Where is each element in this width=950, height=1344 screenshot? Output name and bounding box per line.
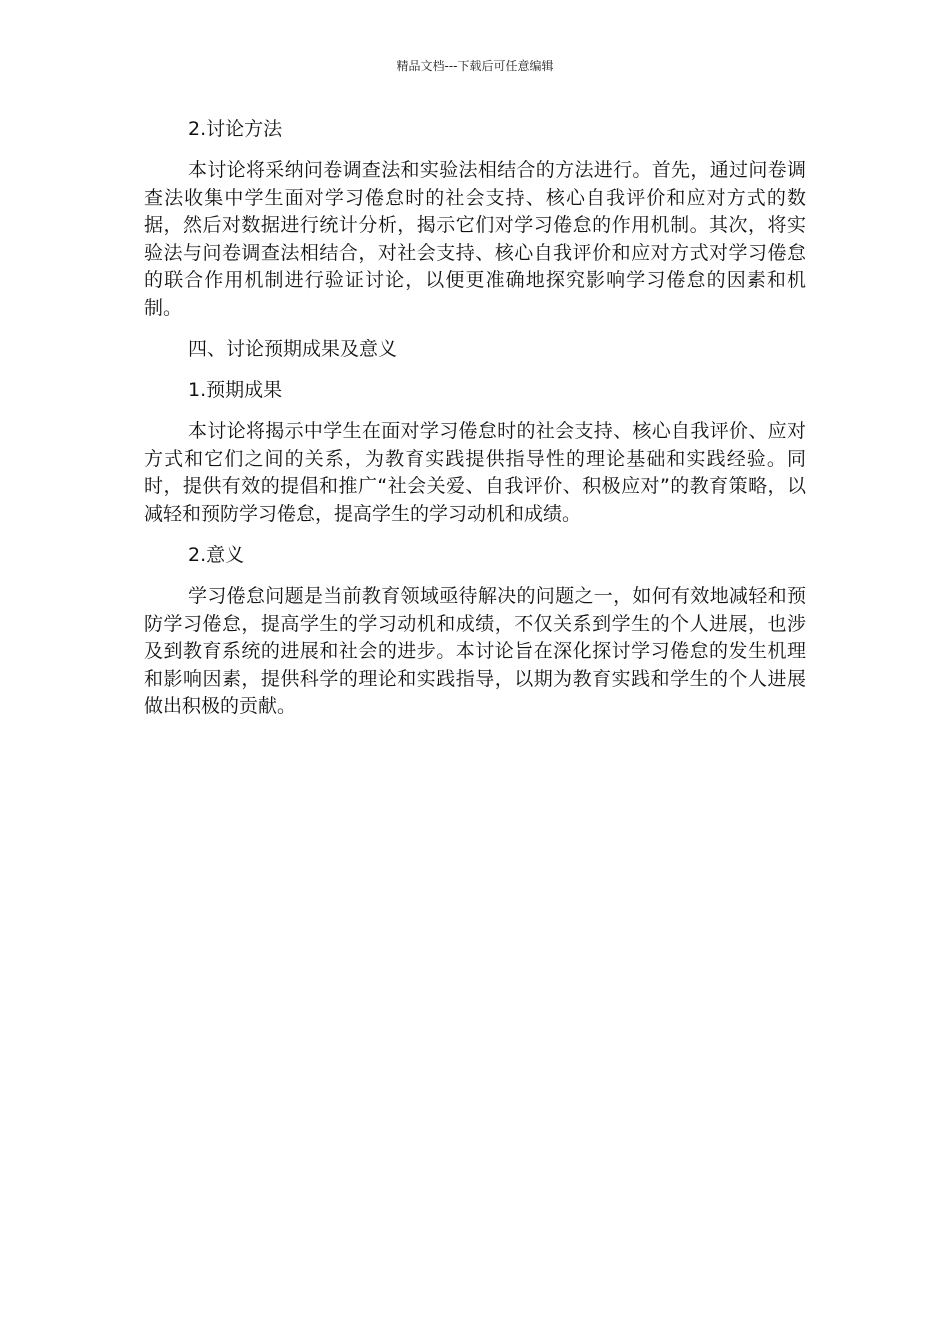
- paragraph-method: 本讨论将采纳问卷调查法和实验法相结合的方法进行。首先，通过问卷调查法收集中学生面对学习倦怠时的社会支持、核心自我评价和应对方式的数据，然后对数据进行统计分析，揭示它们对学习倦怠的作用机制。其次，将实验法与问卷调查法相结合，对社会支持、核心自我评价和应对方式对学习倦怠的联合作用机制进行验证讨论，以便更准确地探究影响学习倦怠的因素和机制。: [144, 159, 806, 319]
- paragraph-results: 本讨论将揭示中学生在面对学习倦怠时的社会支持、核心自我评价、应对方式和它们之间的关系，为教育实践提供指导性的理论基础和实践经验。同时，提供有效的提倡和推广“社会关爱、自我评价、积极应对”的教育策略，以减轻和预防学习倦怠，提高学生的学习动机和成绩。: [144, 420, 806, 525]
- page-header: 精品文档---下载后可任意编辑: [396, 59, 554, 73]
- paragraph-meaning: 学习倦怠问题是当前教育领域亟待解决的问题之一，如何有效地减轻和预防学习倦怠，提高学生的学习动机和成绩，不仅关系到学生的个人进展，也涉及到教育系统的进展和社会的进步。本讨论旨在深化探讨学习倦怠的发生机理和影响因素，提供科学的理论和实践指导，以期为教育实践和学生的个人进展做出积极的贡献。: [144, 585, 806, 717]
- section-heading-meaning: 2.意义: [188, 544, 245, 566]
- chapter-heading-expected-results: 四、讨论预期成果及意义: [188, 338, 398, 360]
- section-heading-method: 2.讨论方法: [188, 118, 283, 140]
- section-heading-results: 1.预期成果: [188, 379, 283, 401]
- document-body: [144, 116, 806, 735]
